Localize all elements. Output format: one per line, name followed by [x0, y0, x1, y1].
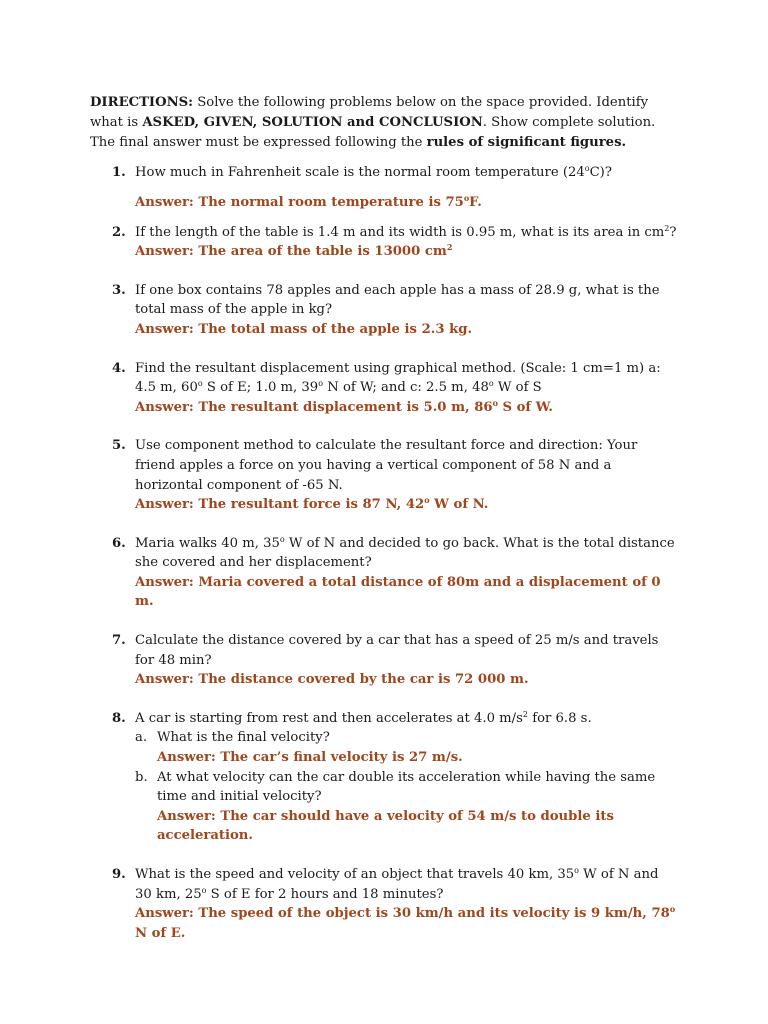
problem-number: 3. — [112, 282, 126, 298]
problem-number: 4. — [112, 360, 126, 376]
problem-1 — [90, 163, 678, 212]
problem-9 — [90, 865, 678, 943]
subquestion-letter: b. — [135, 769, 148, 785]
problem-question: If one box contains 78 apples and each apple has a mass of 28.9 g, what is the total mass of the apple in kg? — [135, 282, 660, 318]
problem-question: If the length of the table is 1.4 m and its width is 0.95 m, what is its area in $cm^2$? — [135, 223, 677, 240]
problem-answer: Answer: The distance covered by the car is 72 000 m. — [135, 672, 529, 688]
subquestion-text: At what velocity can the car double its acceleration while having the same time and initial velocity? — [157, 769, 656, 805]
subquestion-a — [135, 728, 678, 767]
problem-question: Use component method to calculate the resultant force and direction: Your friend apples a force on you having a vertical component of 58 N and a horizontal component of -65 N. — [135, 438, 638, 493]
subquestion-letter: a. — [135, 730, 148, 746]
problem-answer: Answer: The total mass of the apple is 2.3 kg. — [135, 321, 473, 337]
problem-question: How much in Fahrenheit scale is the normal room temperature (24$^o$C)? — [135, 164, 612, 181]
problem-2 — [90, 223, 678, 262]
problem-answer: Answer: Maria covered a total distance of 80m and a displacement of 0 m. — [135, 574, 661, 610]
problem-3 — [90, 281, 678, 340]
problem-question: Calculate the distance covered by a car that has a speed of 25 m/s and travels for 48 min? — [135, 633, 659, 668]
problem-number: 6. — [112, 535, 126, 551]
problem-number: 5. — [112, 438, 126, 454]
problem-answer: Answer: The normal room temperature is 75$^o$F. — [135, 192, 482, 210]
problem-question: A car is starting from rest and then accelerates at 4.0 $m/s^2$ for 6.8 s. — [135, 709, 592, 726]
problem-answer: Answer: The speed of the object is 30 km/h and its velocity is 9 km/h, 78$^o$ N of E. — [135, 904, 676, 941]
directions-text: . Show complete solution. The final answer must be expressed following the — [90, 114, 656, 150]
directions-sigfig: rules of significant figures. — [426, 134, 627, 150]
problem-5 — [90, 436, 678, 514]
directions-text: Solve the following problems below on the space provided. Identify what is — [90, 95, 649, 130]
directions-steps: ASKED, GIVEN, SOLUTION and CONCLUSION — [142, 114, 483, 130]
problem-number: 1. — [112, 165, 126, 181]
problem-8 — [90, 709, 678, 846]
problem-list — [90, 163, 678, 943]
problem-6 — [90, 534, 678, 612]
problem-number: 7. — [112, 633, 126, 649]
subquestion-answer: Answer: The car should have a velocity of 54 m/s to double its acceleration. — [157, 808, 614, 844]
problem-answer: Answer: The resultant displacement is 5.0 m, 86$^o$ S of W. — [135, 397, 554, 415]
subquestion-b — [135, 768, 678, 846]
directions-paragraph — [90, 93, 678, 152]
problem-question: Find the resultant displacement using graphical method. (Scale: 1 cm=1 m) a: 4.5 m, 60$^o$ S of E; 1.0 m, 39$^o$ N of W; and c: 2.5 m, 48$^o$ W of S — [135, 360, 661, 396]
problem-7 — [90, 631, 678, 690]
problem-4 — [90, 359, 678, 418]
subquestion-text: What is the final velocity? — [157, 730, 330, 746]
directions-label: DIRECTIONS: — [90, 95, 194, 110]
problem-answer: Answer: The resultant force is 87 N, 42$^o$ W of N. — [135, 495, 489, 513]
problem-question: What is the speed and velocity of an object that travels 40 km, 35$^o$ W of N and 30 km, 25$^o$ S of E for 2 hours and 18 minutes? — [135, 866, 659, 902]
problem-number: 8. — [112, 710, 126, 726]
problem-number: 9. — [112, 867, 126, 883]
problem-number: 2. — [112, 224, 126, 240]
problem-question: Maria walks 40 m, 35$^o$ W of N and decided to go back. What is the total distance she covered and her displacement? — [135, 534, 675, 571]
subquestion-answer: Answer: The car’s final velocity is 27 m/s. — [157, 750, 463, 766]
problem-answer: Answer: The area of the table is 13000 $cm^2$ — [135, 242, 453, 260]
